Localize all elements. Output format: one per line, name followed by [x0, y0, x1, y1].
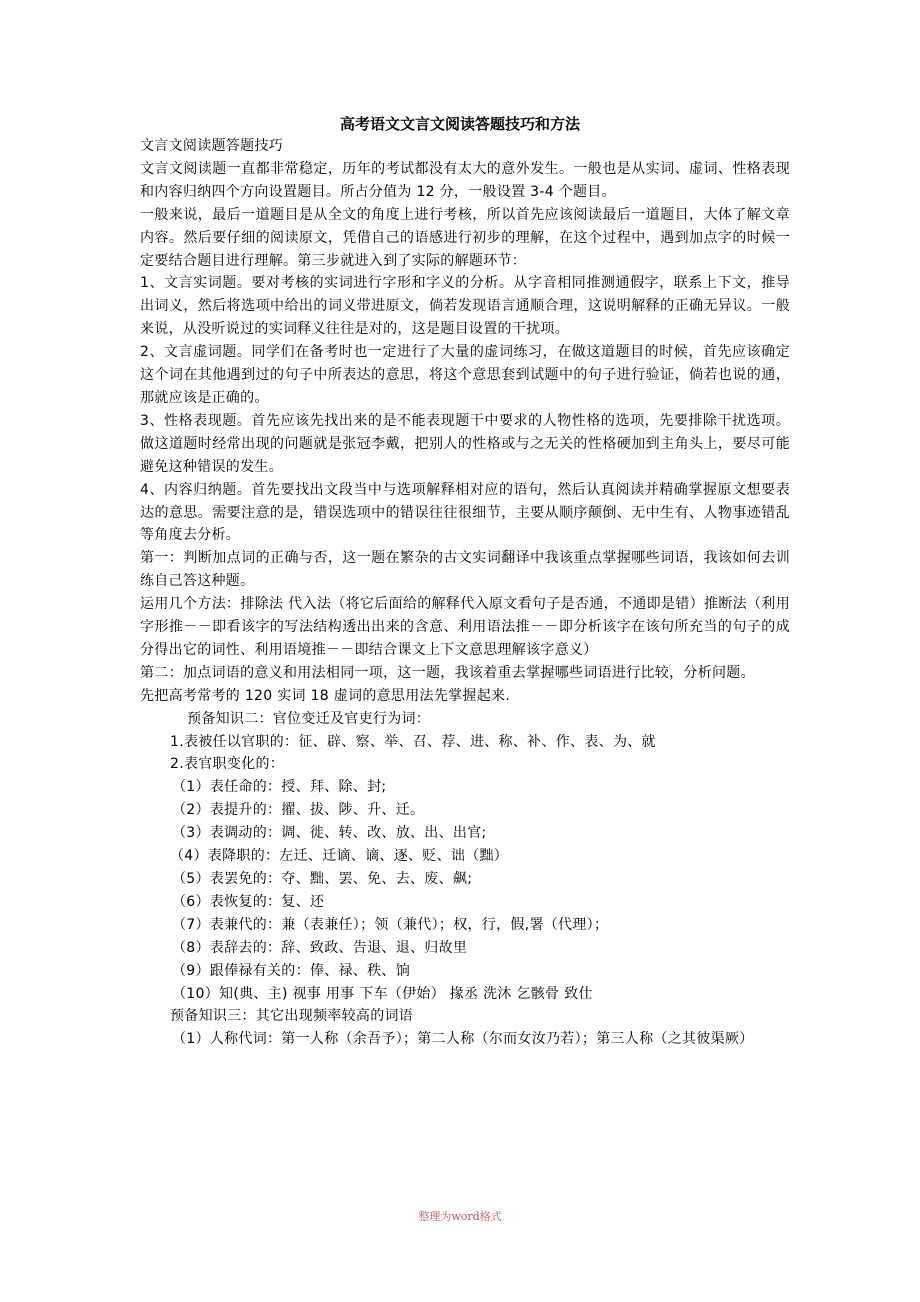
- paragraph-intro: 文言文阅读题一直都非常稳定，历年的考试都没有太大的意外发生。一般也是从实词、虚词、性格表现和内容归纳四个方向设置题目。所占分值为 12 分，一般设置 3-4 个题目。: [140, 160, 790, 200]
- knowledge2-item: 1.表被任以官职的：征、辟、察、举、召、荐、进、称、补、作、表、为、就: [170, 733, 656, 750]
- knowledge2-item: （7）表兼代的：兼（表兼任）；领（兼代）；权，行，假,署（代理）；: [172, 916, 609, 933]
- document-title: 高考语文文言文阅读答题技巧和方法: [339, 115, 580, 133]
- paragraph-neirong: 4、内容归纳题。首先要找出文段当中与选项解释相对应的语句，然后认真阅读并精确掌握原文想要表达的意思。需要注意的是，错误选项中的错误往往很细节，主要从顺序颠倒、无中生有、人物事迹错乱等角度去分析。: [140, 481, 790, 544]
- knowledge3-item: [140, 1028, 790, 1051]
- paragraph-approach: 一般来说，最后一道题目是从全文的角度上进行考核，所以首先应该阅读最后一道题目，大体了解文章内容。然后要仔细的阅读原文，凭借自己的语感进行初步的理解，在这个过程中，遇到加点字的时候一定要结合题目进行理解。第三步就进入到了实际的解题环节：: [140, 206, 790, 269]
- knowledge2-item: 2.表官职变化的：: [170, 756, 285, 773]
- knowledge2-item: （2）表提升的：擢、拔、陟、升、迁。: [172, 802, 425, 819]
- knowledge2-item: （3）表调动的：调、徙、转、改、放、出、出官;: [172, 825, 487, 842]
- document-body: [140, 135, 790, 1051]
- knowledge2-item: （6）表恢复的：复、还: [172, 893, 325, 910]
- paragraph-master-words: 先把高考常考的 120 实词 18 虚词的意思用法先掌握起来.: [140, 687, 511, 704]
- paragraph-first-question: 第一：判断加点词的正确与否，这一题在繁杂的古文实词翻译中我该重点掌握哪些词语，我该如何去训练自己答这种题。: [140, 550, 790, 590]
- knowledge3-item-text: （1）人称代词：第一人称（余吾予）；第二人称（尔而女汝乃若）；第三人称（之其彼渠厥）: [172, 1031, 754, 1048]
- knowledge2-item: （4）表降职的：左迁、迁谪、谪、逐、贬、诎（黜）: [170, 848, 509, 865]
- knowledge2-item: （8）表辞去的：辞、致政、告退、退、归故里: [172, 939, 468, 956]
- paragraph-xingge: 3、性格表现题。首先应该先找出来的是不能表现题干中要求的人物性格的选项，先要排除干扰选项。做这道题时经常出现的问题就是张冠李戴，把别人的性格或与之无关的性格硬加到主角头上，要尽可能避免这种错误的发生。: [140, 412, 790, 475]
- paragraph-second-question: 第二：加点词语的意义和用法相同一项，这一题，我该着重去掌握哪些词语进行比较，分析问题。: [140, 664, 755, 681]
- knowledge2-item: （9）跟俸禄有关的：俸、禄、秩、饷: [172, 962, 411, 979]
- paragraph-xuci: 2、文言虚词题。同学们在备考时也一定进行了大量的虚词练习，在做这道题目的时候，首先应该确定这个词在其他遇到过的句子中所表达的意思，将这个意思套到试题中的句子进行验证，倘若也说的通，那就应该是正确的。: [140, 344, 790, 406]
- paragraph-subtitle: 文言文阅读题答题技巧: [140, 138, 283, 154]
- knowledge2-heading: 预备知识二：官位变迁及官吏行为词：: [187, 710, 431, 727]
- knowledge2-item: （5）表罢免的：夺、黜、罢、免、去、废、飙;: [172, 871, 473, 887]
- knowledge3-heading: 预备知识三：其它出现频率较高的词语: [170, 1008, 414, 1025]
- knowledge2-item: （1）表任命的：授、拜、除、封;: [172, 779, 387, 796]
- paragraph-methods: 运用几个方法：排除法 代入法（将它后面给的解释代入原文看句子是否通，不通即是错）推断法（利用字形推－－即看该字的写法结构透出出来的含意、利用语法推－－即分析该字在该句所充当的句子的成分得出它的词性、利用语境推－－即结合课文上下文意思理解该字意义）: [140, 596, 790, 658]
- page-footer: 整理为word格式: [418, 1210, 502, 1223]
- knowledge2-item: （10）知(典、主) 视事 用事 下车（伊始） 掾丞 洗沐 乞骸骨 致仕: [172, 985, 593, 1002]
- paragraph-shici: 1、文言实词题。要对考核的实词进行字形和字义的分析。从字音相同推测通假字，联系上下文，推导出词义，然后将选项中给出的词义带进原文，倘若发现语言通顺合理，这说明解释的正确无异议。一般来说，从没听说过的实词释义往往是对的，这是题目设置的干扰项。: [140, 275, 790, 338]
